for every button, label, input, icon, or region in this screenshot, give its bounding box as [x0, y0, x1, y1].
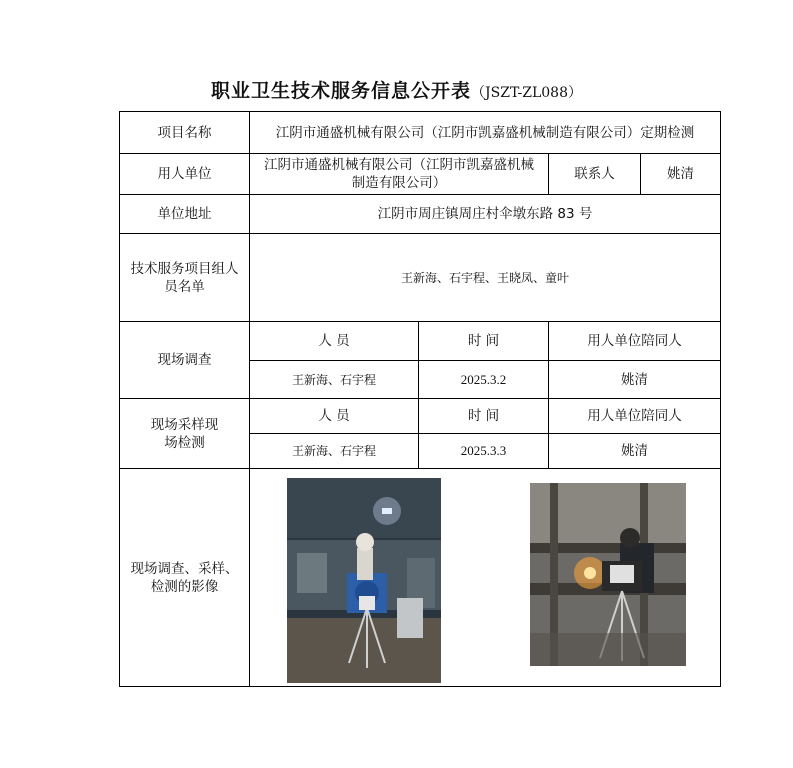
project-name-label: 项目名称 — [120, 112, 250, 154]
sampling-header-companion: 用人单位陪同人 — [549, 399, 721, 434]
survey-companion: 姚清 — [549, 361, 721, 399]
table-row — [120, 399, 721, 434]
page-title — [0, 76, 793, 103]
address-value: 江阴市周庄镇周庄村伞墩东路 83 号 — [250, 195, 721, 234]
sampling-header-time: 时 间 — [419, 399, 549, 434]
survey-label: 现场调查 — [120, 322, 250, 399]
table-row — [120, 469, 721, 687]
contact-label: 联系人 — [549, 154, 641, 195]
site-photo-sampling — [530, 483, 686, 666]
sampling-companion: 姚清 — [549, 434, 721, 469]
sampling-personnel: 王新海、石宇程 — [250, 434, 419, 469]
sampling-time: 2025.3.3 — [419, 434, 549, 469]
images-cell — [250, 469, 721, 687]
images-label: 现场调查、采样、检测的影像 — [120, 469, 250, 687]
employer-value: 江阴市通盛机械有限公司（江阴市凯嘉盛机械制造有限公司） — [250, 154, 549, 195]
table-row — [120, 195, 721, 234]
survey-personnel: 王新海、石宇程 — [250, 361, 419, 399]
team-value: 王新海、石宇程、王晓凤、童叶 — [250, 234, 721, 322]
team-label: 技术服务项目组人员名单 — [120, 234, 250, 322]
employer-label: 用人单位 — [120, 154, 250, 195]
contact-value: 姚清 — [641, 154, 721, 195]
sampling-header-personnel: 人 员 — [250, 399, 419, 434]
survey-header-personnel: 人 员 — [250, 322, 419, 361]
title-code: （JSZT-ZL088） — [471, 85, 582, 101]
table-row — [120, 154, 721, 195]
title-main: 职业卫生技术服务信息公开表 — [211, 80, 472, 102]
survey-time: 2025.3.2 — [419, 361, 549, 399]
sampling-label: 现场采样现场检测 — [120, 399, 250, 469]
table-row — [120, 234, 721, 322]
table-row — [120, 322, 721, 361]
info-table — [119, 111, 721, 687]
survey-header-companion: 用人单位陪同人 — [549, 322, 721, 361]
table-row — [120, 112, 721, 154]
survey-header-time: 时 间 — [419, 322, 549, 361]
address-label: 单位地址 — [120, 195, 250, 234]
site-photo-survey — [287, 478, 441, 683]
project-name-value: 江阴市通盛机械有限公司（江阴市凯嘉盛机械制造有限公司）定期检测 — [250, 112, 721, 154]
